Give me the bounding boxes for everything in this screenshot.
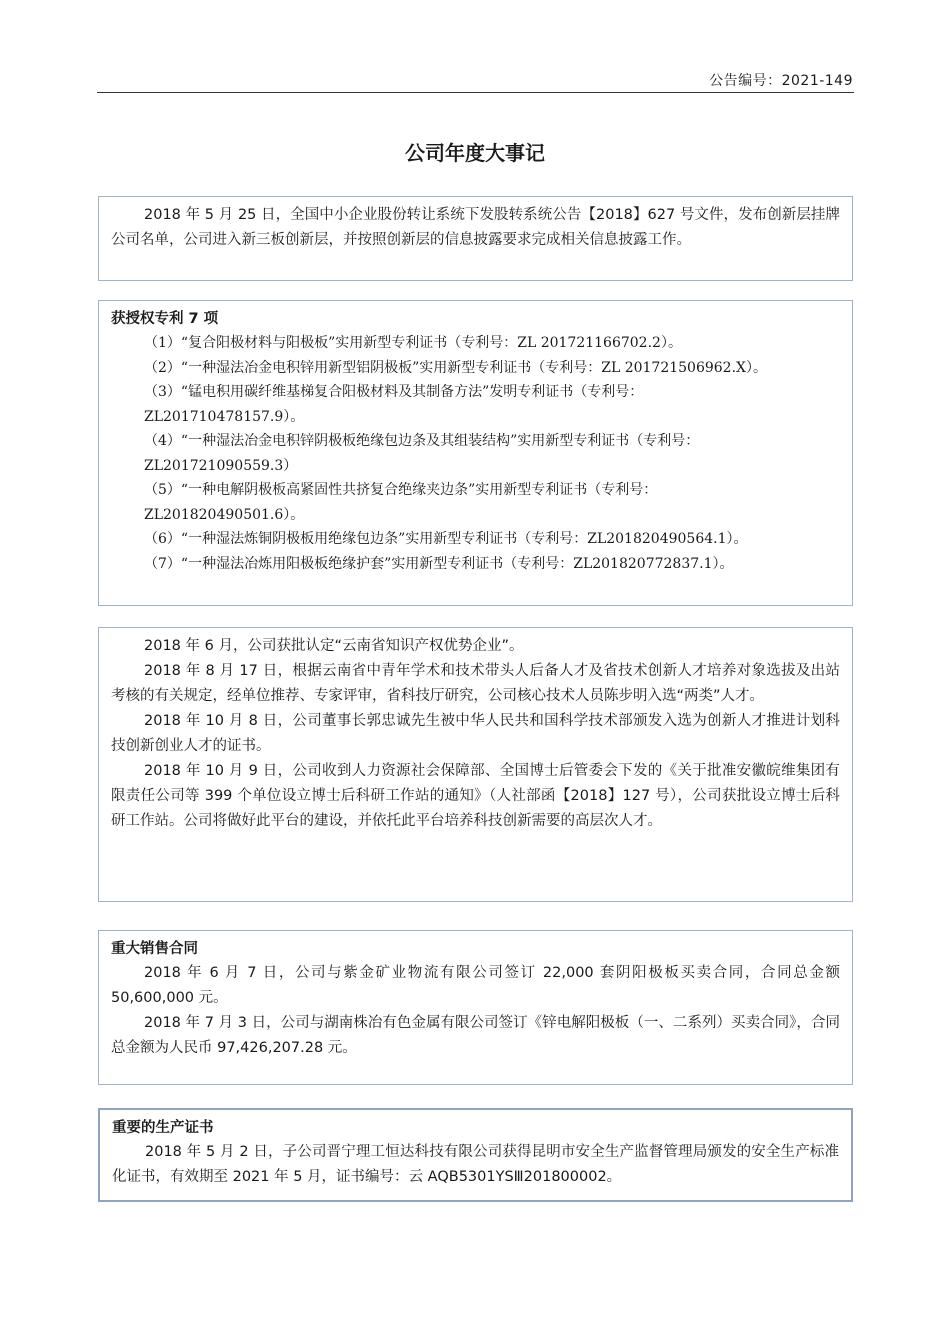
patent-line: （4）“一种湿法冶金电积锌阴极板绝缘包边条及其组装结构”实用新型专利证书（专利号：: [144, 433, 700, 449]
production-certificate-paragraph: 2018 年 5 月 2 日，子公司晋宁理工恒达科技有限公司获得昆明市安全生产监督管理局颁发的安全生产标准化证书，有效期至 2021 年 5 月，证书编号：云 AQB5301YSⅢ201800002。: [112, 1144, 839, 1185]
patent-line: （6）“一种湿法炼铜阴极板用绝缘包边条”实用新型专利证书（专利号：ZL201820490564.1）。: [144, 531, 748, 547]
honors-box: [98, 627, 853, 902]
production-certificate-box: [98, 1108, 853, 1202]
patent-line: ZL201820490501.6）。: [144, 506, 305, 523]
sales-contract-paragraph: 2018 年 6 月 7 日，公司与紫金矿业物流有限公司签订 22,000 套阴阳极板买卖合同，合同总金额 50,600,000 元。: [111, 965, 840, 1006]
patent-line: （7）“一种湿法冶炼用阳极板绝缘护套”实用新型专利证书（专利号：ZL201820772837.1）。: [144, 555, 734, 572]
innovation-layer-paragraph: 2018 年 5 月 25 日，全国中小企业股份转让系统下发股转系统公告【2018】627 号文件，发布创新层挂牌公司名单，公司进入新三板创新层，并按照创新层的信息披露要求完成相关信息披露工作。: [111, 207, 840, 248]
honor-paragraph: 2018 年 8 月 17 日，根据云南省中青年学术和技术带头人后备人才及省技术创新人才培养对象选拔及出站考核的有关规定，经单位推荐、专家评审，省科技厅研究，公司核心技术人员陈步明入选“两类”人才。: [111, 663, 840, 704]
patent-line: ZL201710478157.9）。: [144, 408, 305, 425]
patents-box: [98, 300, 853, 606]
header-divider: [97, 92, 854, 93]
honor-paragraph: 2018 年 10 月 9 日，公司收到人力资源社会保障部、全国博士后管委会下发的《关于批准安徽皖维集团有限责任公司等 399 个单位设立博士后科研工作站的通知》（人社部函【2018】127 号），公司获批设立博士后科研工作站。公司将做好此平台的建设，并依托此平台培养科技创新需要的高层次人才。: [111, 763, 840, 829]
sales-contracts-box: [98, 930, 853, 1085]
production-certificate-heading: 重要的生产证书: [112, 1120, 214, 1136]
innovation-layer-box: [98, 196, 853, 281]
patent-line: （2）“一种湿法冶金电积锌用新型铝阴极板”实用新型专利证书（专利号：ZL 201721506962.X）。: [144, 359, 767, 376]
patent-line: （3）“锰电积用碳纤维基梯复合阳极材料及其制备方法”发明专利证书（专利号：: [144, 384, 644, 400]
page-title: 公司年度大事记: [405, 141, 545, 165]
patent-line: （1）“复合阳极材料与阳极板”实用新型专利证书（专利号：ZL 201721166702.2）。: [144, 335, 682, 351]
patent-line: ZL201721090559.3）: [144, 457, 298, 474]
honor-paragraph: 2018 年 6 月，公司获批认定“云南省知识产权优势企业”。: [144, 638, 524, 654]
sales-contract-paragraph: 2018 年 7 月 3 日，公司与湖南株冶有色金属有限公司签订《锌电解阳极板（一、二系列）买卖合同》，合同总金额为人民币 97,426,207.28 元。: [111, 1015, 840, 1056]
patents-heading: 获授权专利 7 项: [111, 311, 219, 327]
announcement-number: 公告编号：2021-149: [709, 73, 853, 89]
patent-line: （5）“一种电解阴极板高紧固性共挤复合绝缘夹边条”实用新型专利证书（专利号：: [144, 482, 658, 498]
sales-contracts-heading: 重大销售合同: [111, 941, 198, 957]
honor-paragraph: 2018 年 10 月 8 日，公司董事长郭忠诚先生被中华人民共和国科学技术部颁发入选为创新人才推进计划科技创新创业人才的证书。: [111, 713, 840, 754]
